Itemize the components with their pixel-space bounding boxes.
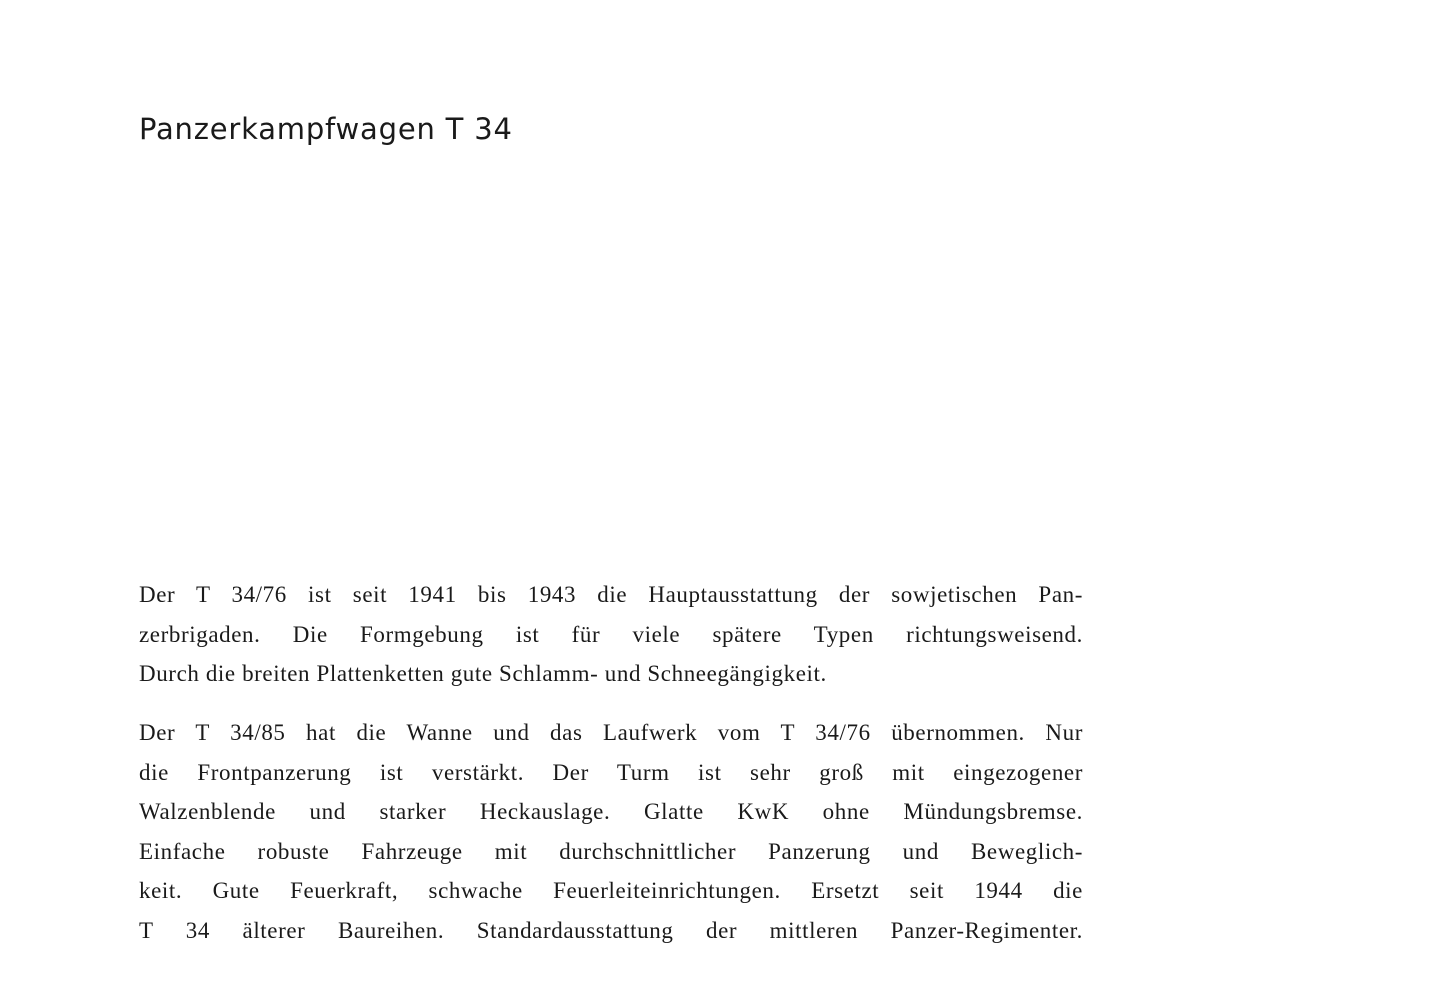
text-line: Der T 34/85 hat die Wanne und das Laufwerk vom T 34/76 übernommen. Nur — [139, 720, 1083, 745]
text-line: Durch die breiten Plattenketten gute Schlamm- und Schneegängigkeit. — [139, 661, 827, 686]
paragraph-t34-85 — [139, 713, 1083, 950]
text-line: die Frontpanzerung ist verstärkt. Der Turm ist sehr groß mit eingezogener — [139, 759, 1083, 785]
page-title: Panzerkampfwagen T 34 — [139, 112, 513, 146]
text-line: Einfache robuste Fahrzeuge mit durchschnittlicher Panzerung und Beweglich- — [139, 838, 1083, 864]
text-line: Walzenblende und starker Heckauslage. Glatte KwK ohne Mündungsbremse. — [139, 799, 1083, 824]
text-line: keit. Gute Feuerkraft, schwache Feuerleiteinrichtungen. Ersetzt seit 1944 die — [139, 878, 1083, 903]
text-line: Der T 34/76 ist seit 1941 bis 1943 die Hauptausstattung der sowjetischen Pan- — [139, 582, 1083, 607]
text-line: zerbrigaden. Die Formgebung ist für viele spätere Typen richtungsweisend. — [139, 621, 1083, 647]
paragraph-t34-76 — [139, 575, 1083, 694]
text-line: T 34 älterer Baureihen. Standardausstattung der mittleren Panzer-Regimenter. — [139, 917, 1083, 943]
